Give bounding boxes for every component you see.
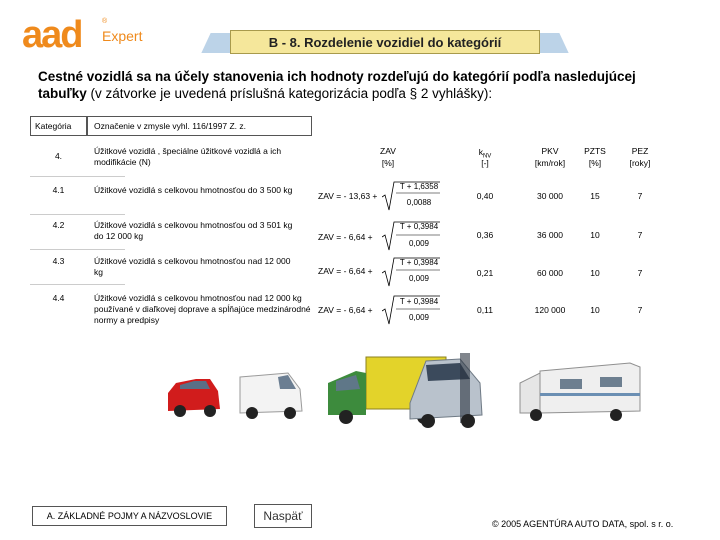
row-41-denominator: 0,0088 (406, 198, 432, 207)
row-43-pkv: 60 000 (537, 268, 563, 278)
row-41-zav-prefix: ZAV = - 13,63 + (318, 191, 378, 201)
header-zav-unit: [%] (381, 158, 395, 168)
row-4-kategoria: 4. (54, 151, 63, 161)
row-42-numerator: T + 0,3984 (399, 222, 439, 231)
row-41-knv: 0,40 (476, 191, 494, 201)
header-zav: ZAV (380, 146, 396, 156)
header-knv-unit: [-] (481, 158, 489, 168)
row-43-zav-prefix: ZAV = - 6,64 + (318, 266, 373, 276)
back-button-label: Naspäť (263, 509, 303, 523)
row-43-knv: 0,21 (476, 268, 494, 278)
row-42-knv: 0,36 (476, 230, 494, 240)
row-43-kategoria: 4.3 (52, 256, 65, 266)
header-pez-unit: [roky] (629, 158, 651, 168)
row-4-description: Úžitkové vozidlá , špeciálne úžitkové vozidlá a ich modifikácie (N) (94, 146, 282, 167)
header-knv-main: k (478, 147, 483, 157)
aad-expert-logo (22, 12, 152, 56)
row-divider (30, 214, 125, 215)
vehicle-illustrations (160, 353, 680, 433)
row-44-knv: 0,11 (477, 305, 493, 315)
title-banner (220, 28, 550, 56)
row-43-description: Úžitkové vozidlá s celkovou hmotnosťou nad 12 000 kg (94, 256, 291, 277)
banner-box (230, 30, 540, 54)
header-pzts-unit: [%] (588, 158, 602, 168)
row-43-pzts: 10 (590, 268, 600, 278)
logo-brand-text: aad (22, 14, 82, 56)
row-43-numerator: T + 0,3984 (399, 258, 439, 267)
row-divider (30, 176, 125, 177)
intro-normal-text: (v zátvorke je uvedená príslušná kategorizácia podľa § 2 vyhlášky): (86, 86, 493, 101)
header-pzts: PZTS (584, 146, 606, 156)
intro-paragraph (38, 68, 678, 102)
red-van-icon (168, 379, 220, 417)
row-44-pez: 7 (637, 305, 643, 315)
back-button[interactable] (254, 504, 312, 528)
white-van-icon (240, 373, 302, 419)
row-42-pzts: 10 (590, 230, 600, 240)
category-table (30, 116, 700, 348)
row-41-kategoria: 4.1 (52, 185, 65, 195)
row-44-zav-prefix: ZAV = - 6,64 + (318, 305, 373, 315)
row-44-kategoria: 4.4 (52, 293, 65, 303)
header-pkv-unit: [km/rok] (534, 158, 566, 168)
row-43-denominator: 0,009 (408, 274, 430, 283)
logo-registered-mark: ® (102, 18, 108, 25)
header-pez: PEZ (631, 146, 649, 156)
row-42-pkv: 36 000 (537, 230, 563, 240)
row-divider (30, 284, 125, 285)
row-42-zav-prefix: ZAV = - 6,64 + (318, 232, 373, 242)
row-42-pez: 7 (637, 230, 643, 240)
row-42-denominator: 0,009 (408, 239, 430, 248)
row-44-numerator: T + 0,3984 (399, 297, 439, 306)
row-42-kategoria: 4.2 (52, 220, 65, 230)
row-44-pkv: 120 000 (534, 305, 566, 315)
row-44-description: Úžitkové vozidlá s celkovou hmotnosťou nad 12 000 kg používané v diaľkovej doprave a spĺňajúce medzinárodné normy a predpisy (94, 293, 311, 325)
row-44-pzts: 10 (590, 305, 600, 315)
row-41-description: Úžitkové vozidlá s celkovou hmotnosťou do 3 500 kg (94, 185, 293, 195)
header-kategoria: Kategória (35, 121, 72, 131)
row-41-pkv: 30 000 (537, 191, 563, 201)
row-41-pzts: 15 (590, 191, 600, 201)
row-43-pez: 7 (637, 268, 643, 278)
logo-sub-text: Expert (102, 28, 143, 44)
row-42-description: Úžitkové vozidlá s celkovou hmotnosťou od 3 501 kg do 12 000 kg (94, 220, 293, 241)
intro-bold-text: Cestné vozidlá sa na účely stanovenia ich hodnoty rozdeľujú do kategórií podľa nasledujúcej tabuľky (38, 69, 636, 101)
zakladne-pojmy-button[interactable] (32, 506, 227, 526)
header-oznacenie: Označenie v zmysle vyhl. 116/1997 Z. z. (94, 121, 246, 131)
page-title: B - 8. Rozdelenie vozidiel do kategórií (268, 34, 502, 50)
motorhome-icon (520, 363, 640, 421)
header-knv-sub: NV (482, 153, 492, 160)
zakladne-pojmy-label: A. ZÁKLADNÉ POJMY A NÁZVOSLOVIE (46, 511, 213, 521)
row-divider (30, 249, 125, 250)
header-pkv: PKV (541, 146, 559, 156)
row-41-numerator: T + 1,6358 (399, 182, 439, 191)
copyright-text: © 2005 AGENTÚRA AUTO DATA, spol. s r. o. (492, 519, 674, 529)
row-41-pez: 7 (637, 191, 643, 201)
row-44-denominator: 0,009 (408, 313, 430, 322)
